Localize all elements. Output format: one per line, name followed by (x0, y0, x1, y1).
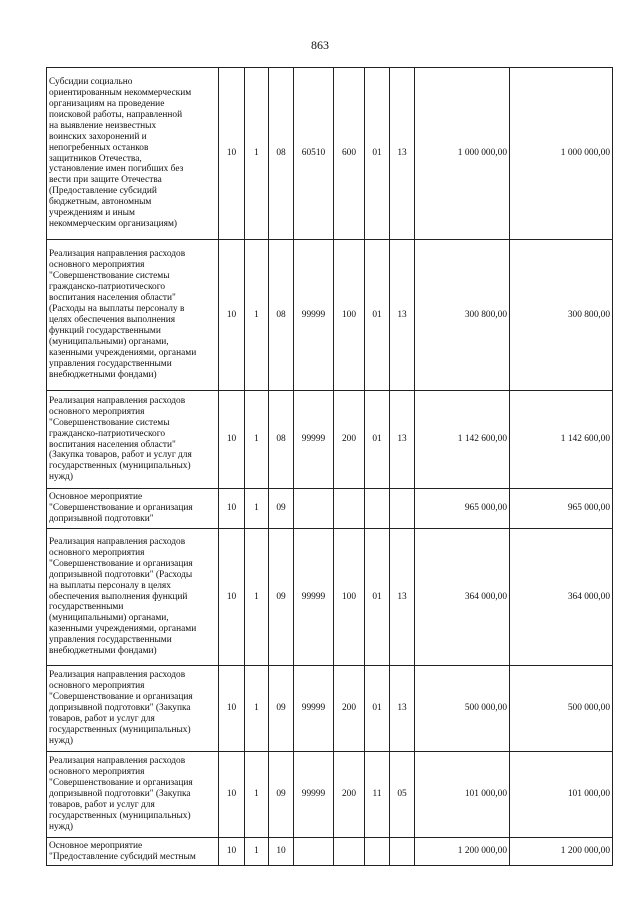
chapter-code: 01 (365, 529, 390, 666)
amount-year-2: 364 000,00 (510, 529, 613, 666)
measure-code: 08 (269, 240, 294, 391)
chapter-code: 01 (365, 68, 390, 240)
amount-year-1: 101 000,00 (415, 752, 510, 838)
amount-year-2: 1 142 600,00 (510, 391, 613, 489)
measure-code: 09 (269, 752, 294, 838)
table-row (47, 391, 613, 489)
amount-year-2: 965 000,00 (510, 489, 613, 529)
measure-code: 08 (269, 68, 294, 240)
row-description: Субсидии социально ориентированным некоммерческим организациям на проведение поисковой работы, направленной на выявление неизвестных воинских захоронений и непогребенных останков защитников Отечества, установление имен погибших без вести при защите Отечества (Предоставление субсидий бюджетным, автономным учреждениям и иным некоммерческим организациям) (47, 68, 219, 240)
amount-year-1: 500 000,00 (415, 666, 510, 752)
direction-code: 99999 (294, 240, 334, 391)
subsection-code: 13 (390, 529, 415, 666)
table-row (47, 838, 613, 866)
amount-year-1: 1 142 600,00 (415, 391, 510, 489)
chapter-code: 01 (365, 666, 390, 752)
program-code: 1 (245, 666, 269, 752)
amount-year-1: 1 000 000,00 (415, 68, 510, 240)
program-code: 1 (245, 391, 269, 489)
table-row (47, 752, 613, 838)
expense-type-code: 200 (334, 752, 365, 838)
subsection-code: 13 (390, 391, 415, 489)
chapter-code (365, 489, 390, 529)
chapter-code: 11 (365, 752, 390, 838)
amount-year-2: 101 000,00 (510, 752, 613, 838)
expense-type-code: 600 (334, 68, 365, 240)
measure-code: 08 (269, 391, 294, 489)
measure-code: 10 (269, 838, 294, 866)
table-row (47, 240, 613, 391)
budget-table (46, 67, 613, 866)
section-code: 10 (219, 391, 245, 489)
section-code: 10 (219, 68, 245, 240)
expense-type-code (334, 838, 365, 866)
section-code: 10 (219, 838, 245, 866)
direction-code: 99999 (294, 666, 334, 752)
section-code: 10 (219, 666, 245, 752)
direction-code: 99999 (294, 391, 334, 489)
subsection-code: 13 (390, 68, 415, 240)
page-number: 863 (311, 38, 329, 52)
section-code: 10 (219, 240, 245, 391)
subsection-code: 13 (390, 240, 415, 391)
program-code: 1 (245, 240, 269, 391)
amount-year-1: 300 800,00 (415, 240, 510, 391)
amount-year-1: 965 000,00 (415, 489, 510, 529)
row-description: Реализация направления расходов основного мероприятия "Совершенствование и организация допризывной подготовки" (Закупка товаров, работ и услуг для государственных (муниципальных) нужд) (47, 752, 219, 838)
amount-year-2: 500 000,00 (510, 666, 613, 752)
chapter-code: 01 (365, 240, 390, 391)
row-description: Реализация направления расходов основного мероприятия "Совершенствование системы гражданско-патриотического воспитания населения области" (Закупка товаров, работ и услуг для государственных (муниципальных) нужд) (47, 391, 219, 489)
table-row (47, 529, 613, 666)
direction-code (294, 489, 334, 529)
program-code: 1 (245, 752, 269, 838)
section-code: 10 (219, 489, 245, 529)
table-row (47, 666, 613, 752)
amount-year-2: 1 200 000,00 (510, 838, 613, 866)
expense-type-code: 100 (334, 529, 365, 666)
program-code: 1 (245, 838, 269, 866)
subsection-code: 05 (390, 752, 415, 838)
chapter-code (365, 838, 390, 866)
measure-code: 09 (269, 529, 294, 666)
row-description: Основное мероприятие "Совершенствование и организация допризывной подготовки" (47, 489, 219, 529)
expense-type-code: 100 (334, 240, 365, 391)
section-code: 10 (219, 752, 245, 838)
measure-code: 09 (269, 666, 294, 752)
subsection-code: 13 (390, 666, 415, 752)
subsection-code (390, 489, 415, 529)
chapter-code: 01 (365, 391, 390, 489)
program-code: 1 (245, 529, 269, 666)
row-description: Основное мероприятие "Предоставление субсидий местным (47, 838, 219, 866)
row-description: Реализация направления расходов основного мероприятия "Совершенствование и организация допризывной подготовки" (Закупка товаров, работ и услуг для государственных (муниципальных) нужд) (47, 666, 219, 752)
direction-code: 99999 (294, 529, 334, 666)
direction-code: 99999 (294, 752, 334, 838)
section-code: 10 (219, 529, 245, 666)
table-row (47, 68, 613, 240)
table-row (47, 489, 613, 529)
measure-code: 09 (269, 489, 294, 529)
expense-type-code: 200 (334, 391, 365, 489)
direction-code (294, 838, 334, 866)
amount-year-1: 1 200 000,00 (415, 838, 510, 866)
expense-type-code (334, 489, 365, 529)
amount-year-2: 1 000 000,00 (510, 68, 613, 240)
subsection-code (390, 838, 415, 866)
row-description: Реализация направления расходов основного мероприятия "Совершенствование и организация допризывной подготовки" (Расходы на выплаты персоналу в целях обеспечения выполнения функций государственными (муниципальными) органами, казенными учреждениями, органами управления государственными внебюджетными фондами) (47, 529, 219, 666)
amount-year-2: 300 800,00 (510, 240, 613, 391)
row-description: Реализация направления расходов основного мероприятия "Совершенствование системы гражданско-патриотического воспитания населения области" (Расходы на выплаты персоналу в целях обеспечения выполнения функций государственными (муниципальными) органами, казенными учреждениями, органами управления государственными внебюджетными фондами) (47, 240, 219, 391)
program-code: 1 (245, 489, 269, 529)
program-code: 1 (245, 68, 269, 240)
expense-type-code: 200 (334, 666, 365, 752)
amount-year-1: 364 000,00 (415, 529, 510, 666)
direction-code: 60510 (294, 68, 334, 240)
